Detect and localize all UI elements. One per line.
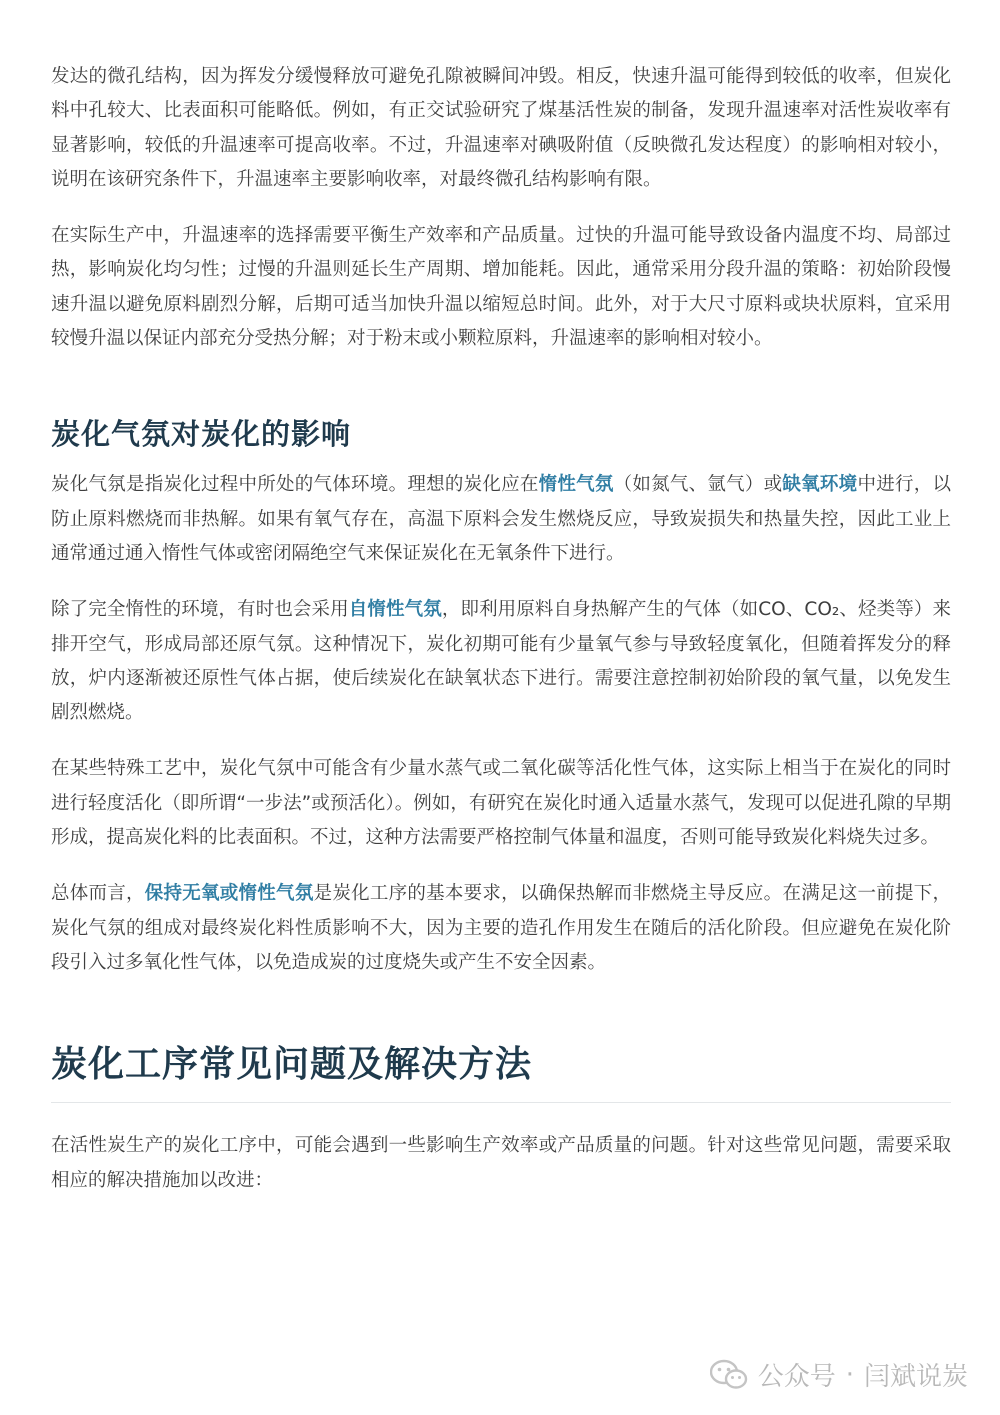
watermark-platform: 公众号	[757, 1362, 836, 1392]
section-title-atmosphere: 炭化气氛对炭化的影响	[51, 417, 352, 452]
highlight-keep-oxygen-free: 保持无氧或惰性气氛	[144, 883, 314, 905]
paragraph-problems-intro: 在活性炭生产的炭化工序中，可能会遇到一些影响生产效率或产品质量的问题。针对这些常见问题，需要采取相应的解决措施加以改进：	[51, 1135, 951, 1191]
watermark	[710, 1356, 968, 1393]
wechat-icon	[710, 1359, 748, 1391]
watermark-account: 闫斌说炭	[863, 1362, 968, 1392]
section-title-problems: 炭化工序常见问题及解决方法	[51, 1040, 951, 1103]
paragraph-atmosphere-definition	[51, 468, 951, 571]
paragraph-self-inert	[51, 593, 951, 730]
text-segment: 总体而言，	[51, 883, 145, 905]
highlight-self-inert: 自惰性气氛	[348, 599, 442, 621]
text-segment: （如氮气、氩气）或	[613, 474, 783, 496]
text-segment: 中进行，以防止原料燃烧而非热解。如果有氧气存在，高温下原料会发生燃烧反应，导致炭损失和热量失控，因此工业上通常通过通入惰性气体或密闭隔绝空气来保证炭化在无氧条件下进行。	[51, 474, 951, 564]
paragraph-activating-gas: 在某些特殊工艺中，炭化气氛中可能含有少量水蒸气或二氧化碳等活化性气体，这实际上相当于在炭化的同时进行轻度活化（即所谓“一步法”或预活化）。例如，有研究在炭化时通入适量水蒸气，发现可以促进孔隙的早期形成，提高炭化料的比表面积。不过，这种方法需要严格控制气体量和温度，否则可能导致炭化料烧失过多。	[51, 758, 951, 849]
text-segment: 除了完全惰性的环境，有时也会采用	[51, 599, 349, 621]
text-segment: 炭化气氛是指炭化过程中所处的气体环境。理想的炭化应在	[51, 474, 539, 496]
article-body	[51, 60, 951, 1198]
paragraph-heating-rate: 发达的微孔结构，因为挥发分缓慢释放可避免孔隙被瞬间冲毁。相反，快速升温可能得到较低的收率，但炭化料中孔较大、比表面积可能略低。例如，有正交试验研究了煤基活性炭的制备，发现升温速率对活性炭收率有显著影响，较低的升温速率可提高收率。不过，升温速率对碘吸附值（反映微孔发达程度）的影响相对较小，说明在该研究条件下，升温速率主要影响收率，对最终微孔结构影响有限。	[51, 66, 951, 190]
watermark-separator: ·	[845, 1359, 854, 1390]
highlight-inert-atmosphere: 惰性气氛	[538, 474, 614, 496]
paragraph-atmosphere-summary	[51, 877, 951, 980]
paragraph-heating-practice: 在实际生产中，升温速率的选择需要平衡生产效率和产品质量。过快的升温可能导致设备内温度不均、局部过热，影响炭化均匀性；过慢的升温则延长生产周期、增加能耗。因此，通常采用分段升温的策略：初始阶段慢速升温以避免原料剧烈分解，后期可适当加快升温以缩短总时间。此外，对于大尺寸原料或块状原料，宜采用较慢升温以保证内部充分受热分解；对于粉末或小颗粒原料，升温速率的影响相对较小。	[51, 225, 951, 350]
text-segment: 是炭化工序的基本要求，以确保热解而非燃烧主导反应。在满足这一前提下，炭化气氛的组成对最终炭化料性质影响不大，因为主要的造孔作用发生在随后的活化阶段。但应避免在炭化阶段引入过多氧化性气体，以免造成炭的过度烧失或产生不安全因素。	[51, 883, 951, 973]
highlight-oxygen-deficient: 缺氧环境	[782, 474, 858, 496]
text-segment: ，即利用原料自身热解产生的气体（如CO、CO₂、烃类等）来排开空气，形成局部还原气氛。这种情况下，炭化初期可能有少量氧气参与导致轻度氧化，但随着挥发分的释放，炉内逐渐被还原性气体占据，使后续炭化在缺氧状态下进行。需要注意控制初始阶段的氧气量，以免发生剧烈燃烧。	[51, 599, 951, 724]
